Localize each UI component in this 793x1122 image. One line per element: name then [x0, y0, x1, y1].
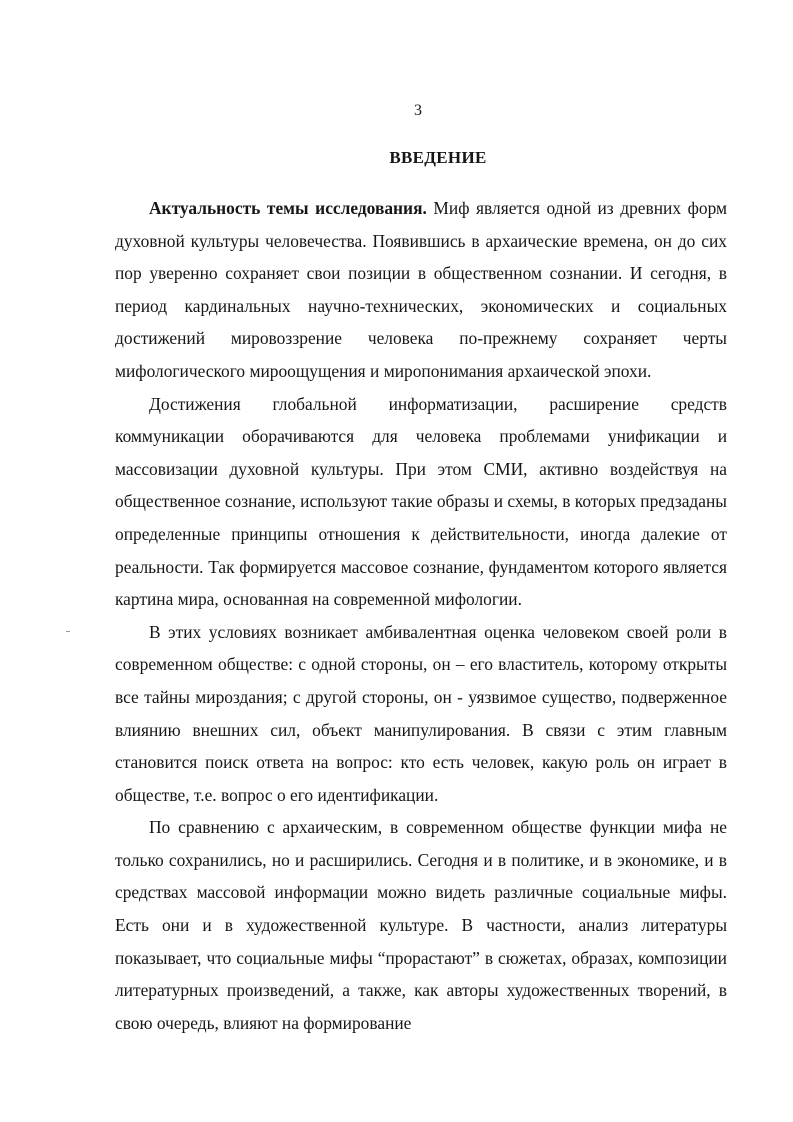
page-number: 3 [414, 102, 422, 119]
paragraph-relevance [115, 192, 727, 388]
paragraph-lead: Актуальность темы исследования. [149, 198, 427, 218]
section-title: ВВЕДЕНИЕ [389, 148, 487, 167]
paragraph-ambivalence: В этих условиях возникает амбивалентная оценка человеком своей роли в современном обществе: с одной стороны, он – его властитель, которому открыты все тайны мироздания; с другой стороны, он - уязвимое существо, подверженное влиянию внешних сил, объект манипулирования. В связи с этим главным становится поиск ответа на вопрос: кто есть человек, какую роль он играет в обществе, т.е. вопрос о его идентификации. [115, 621, 727, 805]
paragraph-text: Миф является одной из древних форм духовной культуры человечества. Появившись в архаические времена, он до сих пор уверенно сохраняет свои позиции в общественном сознании. И сегодня, в период кардинальных научно-технических, экономических и социальных достижений мировоззрение человека по-прежнему сохраняет черты мифологического мироощущения и миропонимания архаической эпохи. [115, 198, 728, 381]
body-text [115, 192, 727, 1039]
paragraph-myth-functions: По сравнению с архаическим, в современном обществе функции мифа не только сохранились, но и расширились. Сегодня и в политике, и в экономике, и в средствах массовой информации можно видеть различные социальные мифы. Есть они и в художественной культуре. В частности, анализ литературы показывает, что социальные мифы “прорастают” в сюжетах, образах, композиции литературных произведений, а также, как авторы художественных творений, в свою очередь, влияют на формирование [115, 817, 727, 1033]
scan-margin-mark [66, 631, 70, 632]
paragraph-informatization: Достижения глобальной информатизации, расширение средств коммуникации оборачиваются для человека проблемами унификации и массовизации духовной культуры. При этом СМИ, активно воздействуя на общественное сознание, используют такие образы и схемы, в которых предзаданы определенные принципы отношения к действительности, иногда далекие от реальности. Так формируется массовое сознание, фундаментом которого является картина мира, основанная на современной мифологии. [115, 393, 727, 610]
